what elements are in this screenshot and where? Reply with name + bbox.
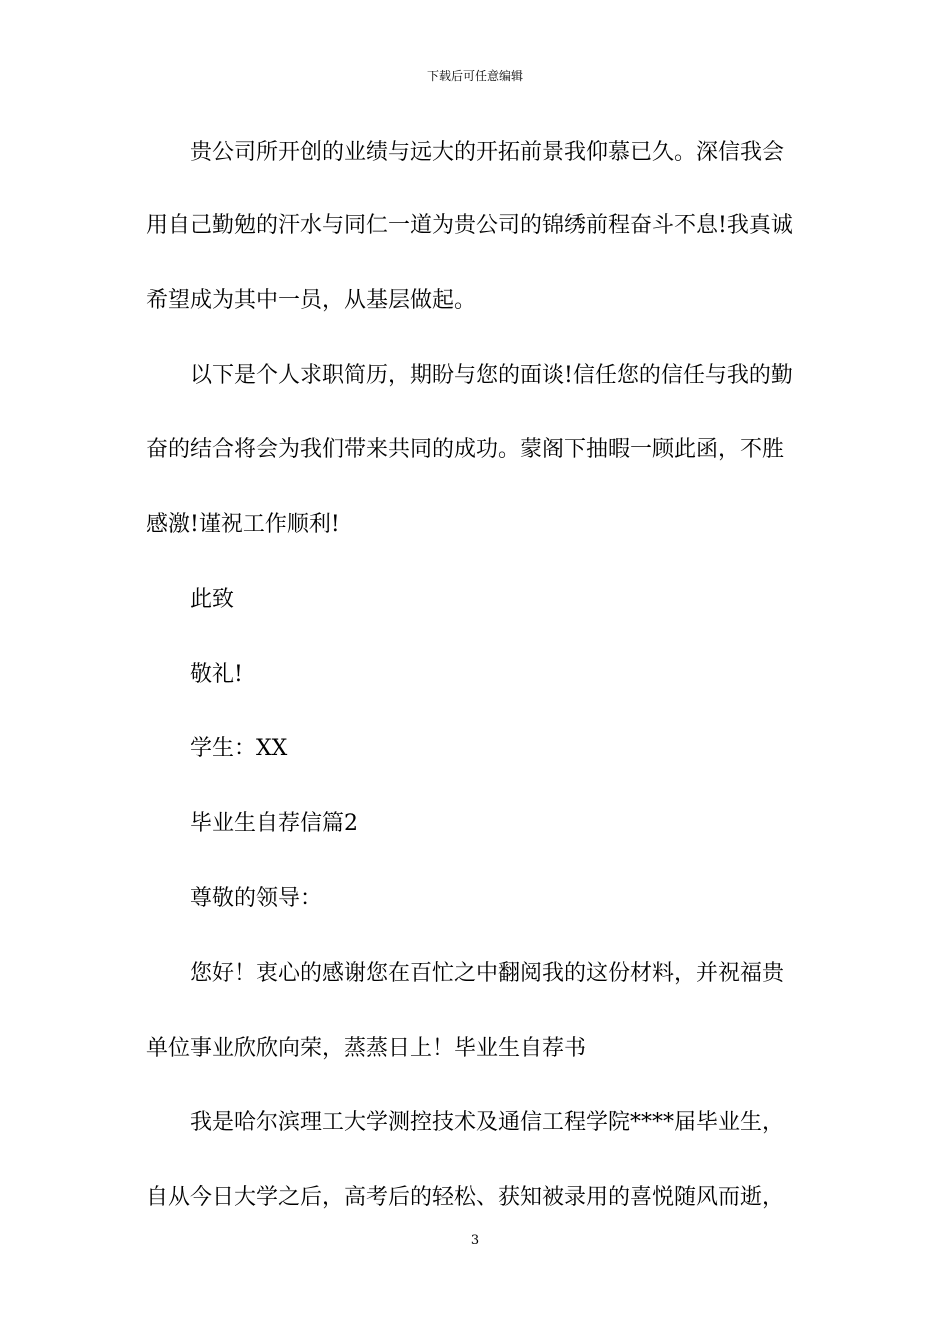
signature-line: 学生：XX: [190, 736, 288, 761]
section-title: 毕业生自荐信篇2: [190, 811, 358, 836]
paragraph-line: 我是哈尔滨理工大学测控技术及通信工程学院****届毕业生，: [190, 1110, 785, 1135]
paragraph-line: 感激!谨祝工作顺利!: [146, 512, 340, 537]
paragraph-line: 以下是个人求职简历，期盼与您的面谈!信任您的信任与我的勤: [190, 363, 793, 388]
paragraph-line: 希望成为其中一员，从基层做起。: [146, 288, 477, 313]
page-number: 3: [470, 1233, 480, 1248]
paragraph-line: 奋的结合将会为我们带来共同的成功。蒙阁下抽暇一顾此函，不胜: [146, 437, 785, 462]
paragraph-line: 自从今日大学之后，高考后的轻松、获知被录用的喜悦随风而逝，: [146, 1185, 785, 1210]
closing-line: 此致: [190, 587, 235, 612]
header-note: 下载后可任意编辑: [426, 69, 523, 83]
greeting-line: 尊敬的领导：: [190, 886, 323, 911]
paragraph-line: 单位事业欣欣向荣，蒸蒸日上！毕业生自荐书: [146, 1036, 587, 1061]
paragraph-line: 用自己勤勉的汗水与同仁一道为贵公司的锦绣前程奋斗不息!我真诚: [146, 213, 793, 238]
salutation-line: 敬礼!: [190, 662, 243, 687]
paragraph-line: 贵公司所开创的业绩与远大的开拓前景我仰慕已久。深信我会: [190, 140, 785, 165]
paragraph-line: 您好！衷心的感谢您在百忙之中翻阅我的这份材料，并祝福贵: [190, 961, 785, 986]
